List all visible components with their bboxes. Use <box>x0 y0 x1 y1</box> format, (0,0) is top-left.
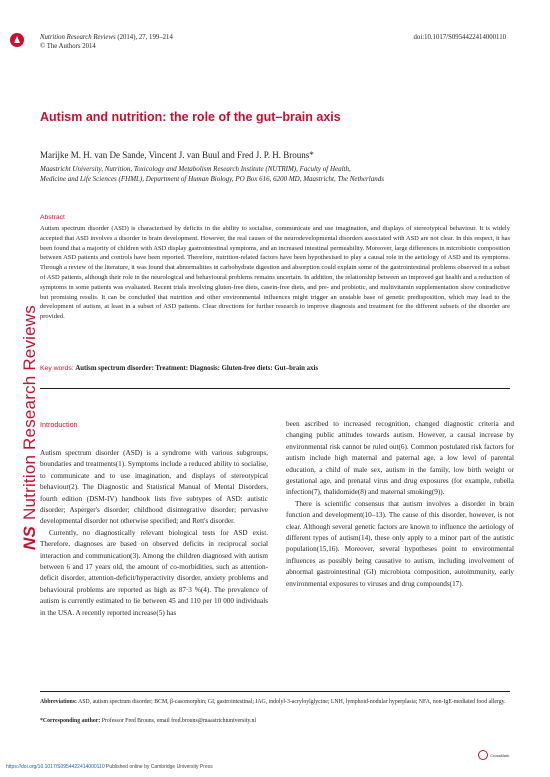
corresponding-author-label: *Corresponding author: <box>40 718 101 724</box>
paragraph: There is scientific consensus that autism involves a disorder in brain function and development(10–13). The cause of this disorder, however, is not clear. Although several genetic factors are known to influence the aetiology of different types of autism(14), these only apply to a minor part of the autistic population(15,16). Moreover, several hypotheses point to environmental influences as possibly being causative to autism, including involvement of abnormal gastrointestinal (GI) microbiota composition, autoimmunity, early environmental exposures to viruses and drug compounds(17). <box>286 499 514 588</box>
crossmark-badge[interactable] <box>478 748 514 762</box>
journal-name: Nutrition Research Reviews <box>40 34 116 41</box>
crossmark-icon <box>478 750 488 760</box>
paragraph: Currently, no diagnostically relevant biological tests for ASD exist. Therefore, diagnoses are based on observed deficits in reciprocal social interaction and communication(3). Among the children diagnosed with autism between 6 and 17 years old, the amount of co-morbidities, such as attention-deficit disorder, attention-deficit/hyperactivity disorder, anxiety problems and behavioural problems are reported as high as 87·3 %(4). The prevalence of autism is currently estimated to lie between 45 and 110 per 10 000 individuals in the USA. A recently reported increase(5) has <box>40 528 268 617</box>
body-column-left <box>40 448 268 619</box>
article-title: Autism and nutrition: the role of the gut–brain axis <box>40 110 341 124</box>
footer-doi-link[interactable]: https://doi.org/10.1017/S0954422414000110 <box>6 764 105 770</box>
article-affiliation <box>40 165 515 184</box>
journal-citation-rest: (2014), 27, 199–214 <box>115 34 173 41</box>
abbreviations-label: Abbreviations: <box>40 699 77 705</box>
keywords-label: Key words: <box>40 365 74 372</box>
affiliation-line-1: Maastricht University, Nutrition, Toxicology and Metabolism Research Institute (NUTRIM), Faculty of Health, <box>40 165 351 173</box>
paragraph: been ascribed to increased recognition, changed diagnostic criteria and changing public attitudes towards autism. However, a causal increase by environmental risk cannot be ruled out(6). Common postulated risk factors for autism include high maternal and paternal age, a low level of parental education, a child of male sex, autism in the family, low birth weight or gestational age, and prenatal virus and drug exposures (for example, rubella infection(7), thalidomide(8) and maternal smoking(9)). <box>286 420 514 497</box>
abstract-heading: Abstract <box>40 214 65 221</box>
page-footer <box>6 764 213 770</box>
side-journal-label <box>4 210 39 550</box>
affiliation-line-2: Medicine and Life Sciences (FHML), Department of Human Biology, PO Box 616, 6200 MD, Maastricht, The Netherlands <box>40 174 384 183</box>
abbreviations-text: ASD, autism spectrum disorder; BCM, β-casomorphin; GI, gastrointestinal; IAG, indolyl-3-acryloylglycine; LNH, lymphoid-nodular hyperplasia; NFA, non-IgE-mediated food allergy. <box>78 699 506 705</box>
corresponding-author-note <box>40 717 510 726</box>
section-heading-introduction: Introduction <box>40 420 78 429</box>
divider <box>40 691 510 692</box>
side-label-ns: NS <box>20 525 39 550</box>
side-label-text: Nutrition Research Reviews <box>20 305 39 520</box>
abbreviations-note <box>40 698 510 707</box>
body-column-right <box>286 419 514 590</box>
corresponding-author-text: Professor Fred Brouns, email fred.brouns@maastrichtuniversity.nl <box>101 718 256 724</box>
keywords <box>40 365 510 372</box>
abstract-text: Autism spectrum disorder (ASD) is characterised by deficits in the ability to socialise, communicate and use imagination, and displays of stereotypical behaviour. It is widely accepted that ASD involves a disorder in brain development. However, the real causes of the neurodevelopmental disorders associated with ASD are not clear. In this respect, it has been found that a majority of children with ASD display gastrointestinal symptoms, and an increased intestinal permeability. Moreover, large differences in microbiotic composition between ASD patients and controls have been reported. Therefore, nutrition-related factors have been hypothesised to play a causal role in the aetiology of ASD and its symptoms. Through a review of the literature, it was found that abnormalities in carbohydrate digestion and absorption could explain some of the gastrointestinal problems observed in a subset of ASD patients, although their role in the neurological and behavioural problems remains uncertain. In addition, the relationship between an improved gut health and a reduction of symptoms in some patients was evaluated. Recent trials involving gluten-free diets, casein-free diets, and pre- and probiotic, and multivitamin supplementation show contradictive but promising results. It can be concluded that nutrition and other environmental influences might trigger an unstable base of genetic predisposition, which may lead to the development of autism, at least in a subset of ASD patients. Clear directions for further research to improve diagnosis and treatment for the different subsets of the disorder are provided. <box>40 225 510 321</box>
article-authors: Marijke M. H. van De Sande, Vincent J. van Buul and Fred J. P. H. Brouns* <box>40 150 314 160</box>
divider <box>40 388 510 389</box>
journal-citation <box>40 34 173 51</box>
doi-header[interactable]: doi:10.1017/S0954422414000110 <box>413 34 506 41</box>
keywords-values: Autism spectrum disorder: Treatment: Diagnosis: Gluten-free diets: Gut–brain axis <box>75 365 318 372</box>
journal-logo-icon <box>10 33 24 47</box>
paragraph: Autism spectrum disorder (ASD) is a syndrome with various subgroups, boundaries and treatments(1). Symptoms include a reduced ability to socialise, to communicate and to use imagination, and displays of stereotypical behaviour(2). The Diagnostic and Statistical Manual of Mental Disorders, fourth edition (DSM-IV) handbook lists five subtypes of ASD: autistic disorder; Asperger's disorder; childhood disintegrative disorder; pervasive developmental disorder not otherwise specified; and Rett's disorder. <box>40 449 268 526</box>
crossmark-label: CrossMark <box>490 752 510 758</box>
footer-published: Published online by Cambridge University Press <box>106 764 213 770</box>
copyright: © The Authors 2014 <box>40 42 96 50</box>
